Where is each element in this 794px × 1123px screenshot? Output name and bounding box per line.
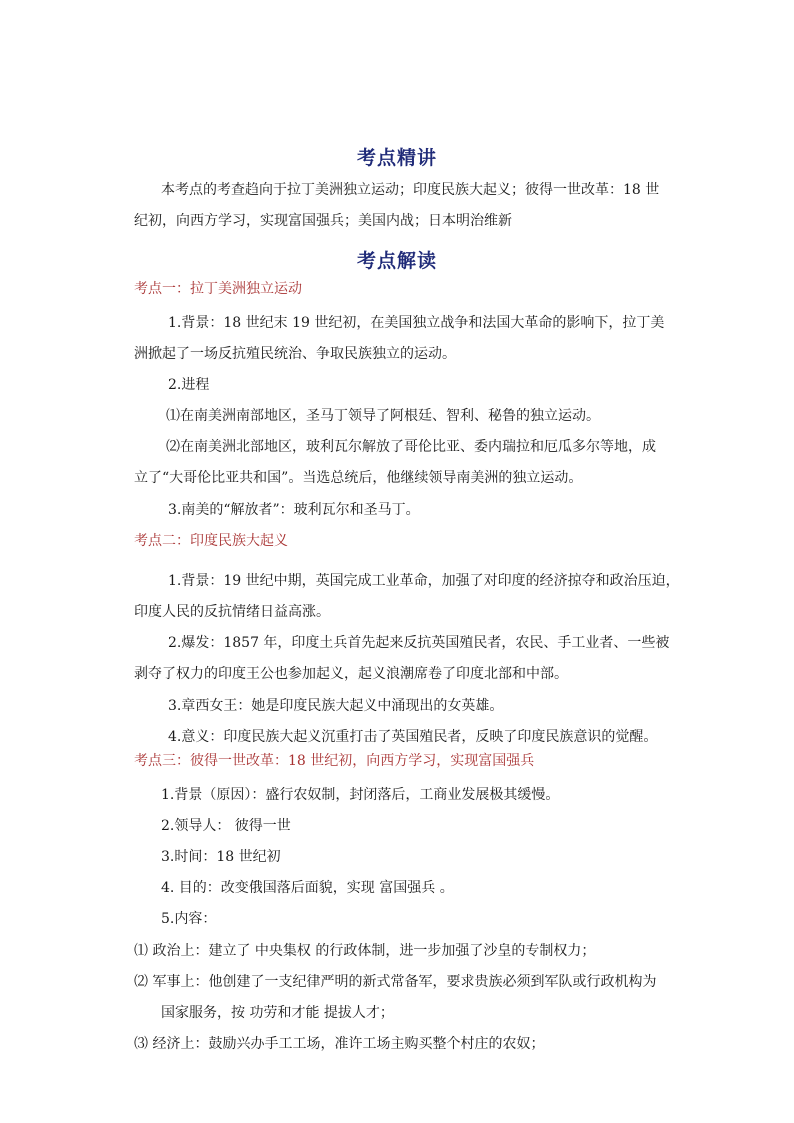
- topic3-line-3: 3.时间：18 世纪初: [161, 849, 281, 865]
- topic3-line-5: 5.内容：: [161, 911, 217, 927]
- topic3-line-7: ⑵ 军事上：他创建了一支纪律严明的新式常备军，要求贵族必须到军队或行政机构为: [134, 974, 657, 990]
- topic2-line-2: 印度人民的反抗情绪日益高涨。: [134, 604, 330, 620]
- topic1-line-5: ⑵在南美洲北部地区，玻利瓦尔解放了哥伦比亚、委内瑞拉和厄瓜多尔等地，成: [166, 439, 656, 455]
- topic3-line-4: 4. 目的：改变俄国落后面貌，实现 富国强兵 。: [161, 880, 454, 896]
- topic2-line-3: 2.爆发：1857 年，印度土兵首先起来反抗英国殖民者，农民、手工业者、一些被: [168, 635, 670, 651]
- topic1-heading: 考点一：拉丁美洲独立运动: [134, 281, 302, 297]
- topic3-line-1: 1.背景（原因）：盛行农奴制，封闭落后，工商业发展极其缓慢。: [161, 787, 560, 803]
- interpretation-title: 考点解读: [356, 250, 437, 272]
- topic3-line-9: ⑶ 经济上：鼓励兴办手工工场，准许工场主购买整个村庄的农奴；: [134, 1036, 545, 1052]
- topic3-line-6: ⑴ 政治上：建立了 中央集权 的行政体制，进一步加强了沙皇的专制权力；: [134, 943, 596, 959]
- topic2-line-1: 1.背景：19 世纪中期，英国完成工业革命，加强了对印度的经济掠夺和政治压迫，: [168, 573, 680, 589]
- topic1-line-3: 2.进程: [168, 377, 210, 393]
- topic3-line-2: 2.领导人： 彼得一世: [161, 818, 291, 834]
- topic1-line-1: 1.背景：18 世纪末 19 世纪初，在美国独立战争和法国大革命的影响下，拉丁美: [168, 315, 665, 331]
- topic2-heading: 考点二：印度民族大起义: [134, 533, 288, 549]
- topic2-line-4: 剥夺了权力的印度王公也参加起义，起义浪潮席卷了印度北部和中部。: [134, 666, 568, 682]
- overview-line-2: 纪初，向西方学习，实现富国强兵；美国内战；日本明治维新: [134, 213, 512, 229]
- topic1-line-4: ⑴在南美洲南部地区，圣马丁领导了阿根廷、智利、秘鲁的独立运动。: [166, 408, 600, 424]
- topic3-line-8: 国家服务，按 功劳和才能 提拔人才；: [161, 1005, 394, 1021]
- topic2-line-6: 4.意义：印度民族大起义沉重打击了英国殖民者，反映了印度民族意识的觉醒。: [168, 729, 658, 745]
- topic1-line-7: 3.南美的“解放者”：玻利瓦尔和圣马丁。: [168, 502, 420, 518]
- overview-line-1: 本考点的考查趋向于拉丁美洲独立运动；印度民族大起义；彼得一世改革：18 世: [161, 182, 660, 198]
- overview-title: 考点精讲: [356, 147, 437, 169]
- topic3-heading: 考点三：彼得一世改革：18 世纪初，向西方学习，实现富国强兵: [134, 753, 535, 769]
- topic1-line-2: 洲掀起了一场反抗殖民统治、争取民族独立的运动。: [134, 346, 456, 362]
- topic2-line-5: 3.章西女王：她是印度民族大起义中涌现出的女英雄。: [168, 698, 504, 714]
- topic1-line-6: 立了“大哥伦比亚共和国”。当选总统后，他继续领导南美洲的独立运动。: [134, 470, 583, 486]
